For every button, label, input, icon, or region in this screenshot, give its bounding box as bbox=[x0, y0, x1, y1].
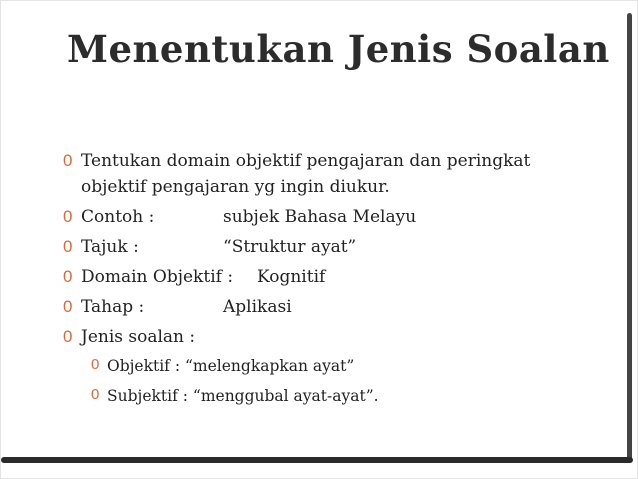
subitem-subjektif: Subjektif : “menggubal ayat-ayat”. bbox=[107, 387, 379, 405]
bullet-label-tahap: Tahap : bbox=[81, 297, 145, 317]
bullet-value-tajuk: “Struktur ayat” bbox=[223, 237, 357, 257]
slide-frame-bottom-bar bbox=[1, 457, 633, 463]
bullet-text-domain-instruction: Tentukan domain objektif pengajaran dan peringkat bbox=[81, 151, 531, 171]
bullet-icon: 0 bbox=[63, 297, 73, 316]
sub-bullet-icon: 0 bbox=[91, 356, 100, 373]
slide-frame-right-bar bbox=[627, 13, 632, 463]
bullet-label-domain-objektif: Domain Objektif : bbox=[81, 267, 234, 287]
bullet-icon: 0 bbox=[63, 151, 73, 170]
bullet-label-jenis-soalan: Jenis soalan : bbox=[81, 327, 196, 347]
slide-title: Menentukan Jenis Soalan bbox=[67, 27, 610, 71]
bullet-value-contoh: subjek Bahasa Melayu bbox=[223, 207, 417, 227]
bullet-label-contoh: Contoh : bbox=[81, 207, 155, 227]
bullet-label-tajuk: Tajuk : bbox=[81, 237, 139, 257]
bullet-value-tahap: Aplikasi bbox=[223, 297, 292, 317]
sub-bullet-icon: 0 bbox=[91, 386, 100, 403]
bullet-icon: 0 bbox=[63, 327, 73, 346]
bullet-text-continuation: objektif pengajaran yg ingin diukur. bbox=[81, 177, 390, 197]
bullet-icon: 0 bbox=[63, 267, 73, 286]
subitem-objektif: Objektif : “melengkapkan ayat” bbox=[107, 357, 355, 375]
bullet-value-domain-objektif: Kognitif bbox=[257, 267, 326, 287]
bullet-icon: 0 bbox=[63, 237, 73, 256]
bullet-icon: 0 bbox=[63, 207, 73, 226]
